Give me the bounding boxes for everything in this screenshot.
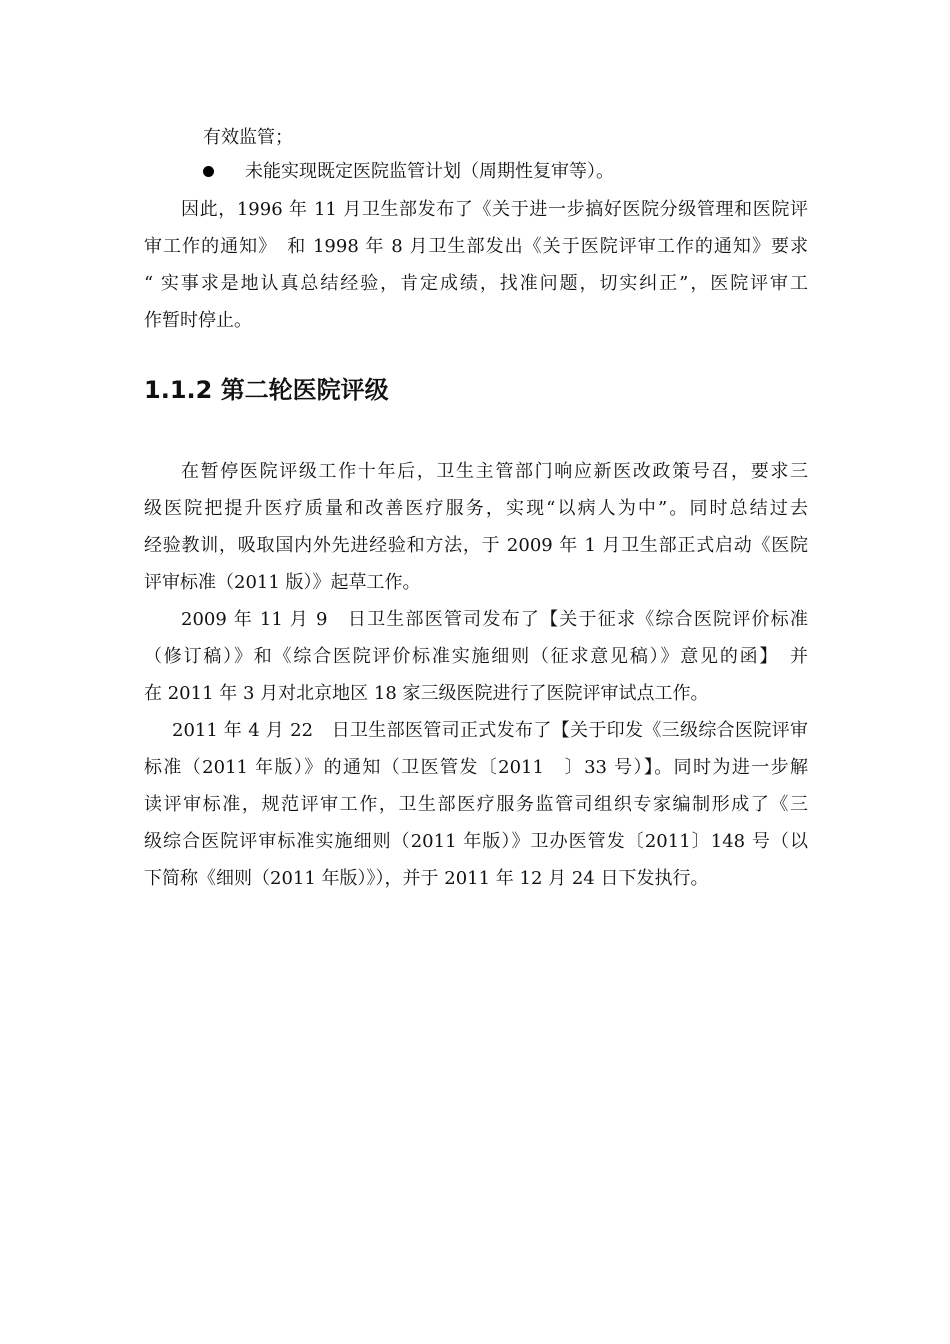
paragraph-line: 在暂停医院评级工作十年后，卫生主管部门响应新医改政策号召，要求三 [181, 461, 808, 482]
paragraph-line: （修订稿）》和《综合医院评价标准实施细则（征求意见稿）》意见的函】 并 [144, 646, 808, 667]
section-heading: 1.1.2 第二轮医院评级 [144, 376, 389, 404]
paragraph-line: 级综合医院评审标准实施细则（2011 年版）》卫办医管发〔2011〕148 号（以 [144, 831, 808, 852]
bullet-item: 未能实现既定医院监管计划（周期性复审等）。 [245, 161, 614, 182]
paragraph-line: 标准（2011 年版）》的通知（卫医管发〔2011 〕33 号）】。同时为进一步解 [144, 757, 808, 778]
paragraph-line: 读评审标准，规范评审工作，卫生部医疗服务监管司组织专家编制形成了《三 [144, 794, 808, 815]
paragraph-line: 2011 年 4 月 22 日卫生部医管司正式发布了【关于印发《三级综合医院评审 [172, 720, 808, 741]
paragraph-line: 在 2011 年 3 月对北京地区 18 家三级医院进行了医院评审试点工作。 [144, 683, 709, 704]
paragraph-line: 2009 年 11 月 9 日卫生部医管司发布了【关于征求《综合医院评价标准 [181, 609, 808, 630]
paragraph-line: 因此，1996 年 11 月卫生部发布了《关于进一步搞好医院分级管理和医院评 [181, 199, 808, 220]
paragraph-line: 下简称《细则（2011 年版）》），并于 2011 年 12 月 24 日下发执行。 [144, 868, 709, 889]
paragraph-line: 级医院把提升医疗质量和改善医疗服务，实现“以病人为中”。同时总结过去 [144, 498, 808, 519]
paragraph-line: 审工作的通知》 和 1998 年 8 月卫生部发出《关于医院评审工作的通知》要求 [144, 236, 808, 257]
continuation-line: 有效监管； [203, 127, 293, 148]
bullet-icon [203, 166, 214, 177]
paragraph-line: 经验教训，吸取国内外先进经验和方法，于 2009 年 1 月卫生部正式启动《医院 [144, 535, 808, 556]
paragraph-line: 作暂时停止。 [144, 310, 252, 331]
paragraph-line: “ 实事求是地认真总结经验，肯定成绩，找准问题，切实纠正”，医院评审工 [144, 273, 808, 294]
paragraph-line: 评审标准（2011 版）》起草工作。 [144, 572, 421, 593]
